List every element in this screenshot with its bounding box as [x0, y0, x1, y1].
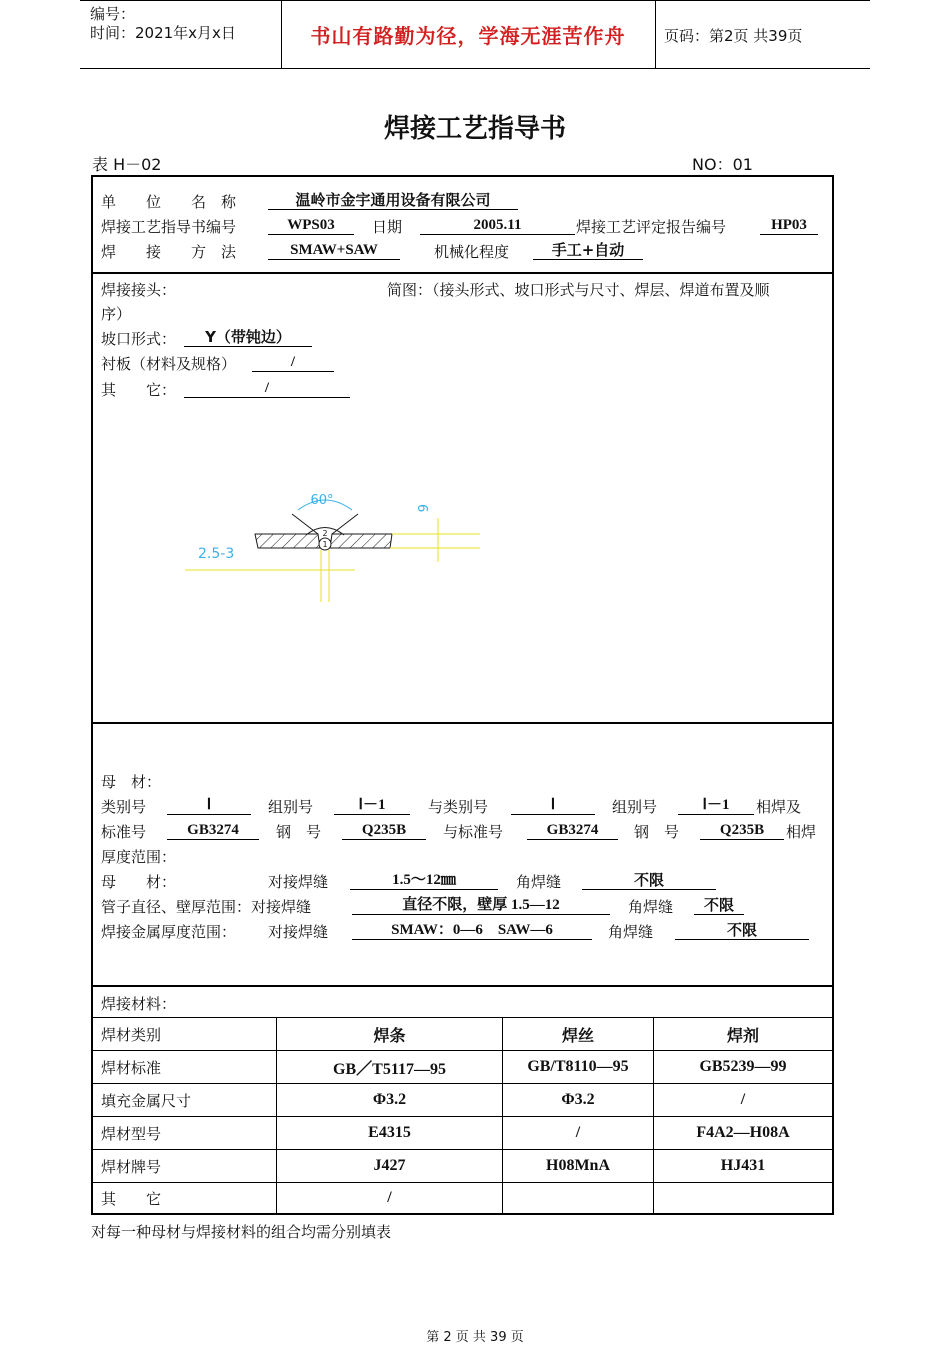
report-value: HP03: [760, 216, 818, 235]
form-number: 表 H－02: [92, 155, 162, 174]
table-cell: /: [575, 1124, 581, 1141]
mechanization-label: 机械化程度: [434, 243, 510, 261]
document-no: NO：01: [692, 155, 753, 174]
wm-butt-label: 对接焊缝: [268, 923, 329, 941]
weld-metal-label: 焊接金属厚度范围：: [101, 923, 237, 941]
table-header-cell: 焊材类别: [101, 1025, 162, 1044]
section-divider: [91, 722, 834, 724]
footer-page-number: 第 2 页 共 39 页: [426, 1330, 524, 1345]
pipe-label: 管子直径、壁厚范围：对接焊缝: [101, 898, 312, 916]
backing-value: /: [252, 353, 334, 372]
bm-butt-label: 对接焊缝: [268, 873, 329, 891]
page-title: 焊接工艺指导书: [383, 114, 566, 144]
base-metal-title: 母 材：: [101, 773, 162, 791]
joint-label: 焊接接头：: [101, 281, 177, 299]
table-cell: GB/T8110—95: [527, 1058, 629, 1075]
table-cell: GB／T5117—95: [333, 1060, 446, 1078]
wm-fillet-label: 角焊缝: [608, 923, 654, 941]
with-class-label: 与类别号: [428, 798, 489, 816]
backing-label: 衬板（材料及规格）: [101, 355, 237, 373]
groove-label: 坡口形式：: [101, 330, 177, 348]
with-steel-value: Q235B: [700, 821, 784, 840]
group-value: Ⅰ－1: [334, 796, 410, 815]
section-divider: [91, 272, 834, 274]
table-cell: J427: [373, 1157, 406, 1174]
wm-butt-value: SMAW：0—6 SAW—6: [352, 921, 592, 940]
wm-fillet-value: 不限: [675, 921, 809, 940]
table-cell: /: [387, 1189, 392, 1206]
table-cell: Φ3.2: [372, 1091, 407, 1108]
table-header-cell: 焊条: [373, 1025, 406, 1045]
table-header-cell: 焊丝: [561, 1025, 594, 1045]
sketch-label-cont: 序）: [101, 305, 132, 323]
weld-tail-text: 相焊: [786, 823, 817, 841]
wps-value: WPS03: [268, 216, 354, 235]
right-plate: [330, 534, 392, 548]
header-number-label: 编号：: [90, 5, 136, 23]
table-cell: /: [740, 1091, 746, 1108]
header-page-info: 页码：第2页 共39页: [664, 27, 803, 45]
left-plate: [255, 534, 320, 548]
root-face-label: 2.5-3: [198, 546, 235, 562]
table-cell: H08MnA: [546, 1157, 610, 1174]
with-standard-value: GB3274: [527, 821, 618, 840]
groove-value: Y（带钝边）: [184, 328, 312, 347]
groove-line-left: [292, 514, 318, 534]
unit-value: 温岭市金宇通用设备有限公司: [268, 191, 518, 210]
table-row-label: 焊材牌号: [101, 1157, 162, 1176]
method-label: 焊 接 方 法: [101, 243, 237, 261]
table-row-label: 其 它: [101, 1189, 162, 1208]
header-bottom-rule: [80, 68, 870, 69]
materials-title: 焊接材料：: [101, 995, 177, 1013]
table-cell: F4A2—H08A: [696, 1124, 790, 1141]
angle-label: 60°: [310, 493, 334, 508]
thickness-range-label: 厚度范围：: [101, 848, 177, 866]
class-value: Ⅰ: [167, 796, 251, 815]
table-cell: Φ3.2: [561, 1091, 595, 1108]
with-group-value: Ⅰ－1: [678, 796, 754, 815]
weld-joint-sketch: [180, 480, 480, 610]
date-label: 日期: [372, 218, 403, 236]
table-cell: [503, 1183, 653, 1213]
class-label: 类别号: [101, 798, 147, 816]
header-top-rule: [80, 0, 870, 1]
table-row-label: 填充金属尺寸: [101, 1091, 192, 1110]
bm-label: 母 材：: [101, 873, 177, 891]
pipe-fillet-label: 角焊缝: [628, 898, 674, 916]
unit-label: 单 位 名 称: [101, 193, 237, 211]
with-standard-label: 与标准号: [443, 823, 504, 841]
pass-2-label: 2: [322, 529, 328, 538]
table-cell: GB5239—99: [699, 1058, 787, 1075]
table-cell: [654, 1183, 832, 1213]
thickness-label: 6: [414, 504, 429, 513]
sketch-label: 简图：（接头形式、坡口形式与尺寸、焊层、焊道布置及顺: [387, 281, 770, 299]
header-divider: [655, 0, 656, 68]
other-value: /: [184, 379, 350, 398]
weld-with-text: 相焊及: [756, 798, 802, 816]
standard-value: GB3274: [167, 821, 259, 840]
bm-butt-value: 1.5～12㎜: [350, 871, 498, 890]
mechanization-value: 手工+自动: [533, 241, 643, 260]
bm-fillet-label: 角焊缝: [516, 873, 562, 891]
bm-fillet-value: 不限: [582, 871, 716, 890]
pipe-butt-value: 直径不限，壁厚 1.5—12: [352, 896, 610, 915]
with-group-label: 组别号: [612, 798, 658, 816]
pass-1-label: 1: [322, 540, 328, 549]
materials-footnote: 对每一种母材与焊接材料的组合均需分别填表: [91, 1223, 392, 1241]
header-time: 时间：2021年x月x日: [90, 24, 236, 42]
with-class-value: Ⅰ: [511, 796, 595, 815]
group-label: 组别号: [268, 798, 314, 816]
method-value: SMAW+SAW: [268, 241, 400, 260]
date-value: 2005.11: [420, 216, 575, 235]
pipe-fillet-value: 不限: [694, 896, 744, 915]
report-label: 焊接工艺评定报告编号: [576, 218, 727, 236]
table-cell: HJ431: [720, 1157, 766, 1174]
other-label: 其 它：: [101, 381, 177, 399]
table-header-cell: 焊剂: [726, 1025, 759, 1045]
header-motto: 书山有路勤为径，学海无涯苦作舟: [310, 24, 626, 48]
section-divider: [91, 985, 834, 987]
wps-label: 焊接工艺指导书编号: [101, 218, 237, 236]
with-steel-label: 钢 号: [634, 823, 680, 841]
groove-line-right: [332, 514, 358, 534]
table-row-label: 焊材标准: [101, 1058, 162, 1077]
table-cell: E4315: [368, 1124, 411, 1141]
steel-label: 钢 号: [276, 823, 322, 841]
standard-label: 标准号: [101, 823, 147, 841]
table-row-label: 焊材型号: [101, 1124, 162, 1143]
steel-value: Q235B: [342, 821, 426, 840]
